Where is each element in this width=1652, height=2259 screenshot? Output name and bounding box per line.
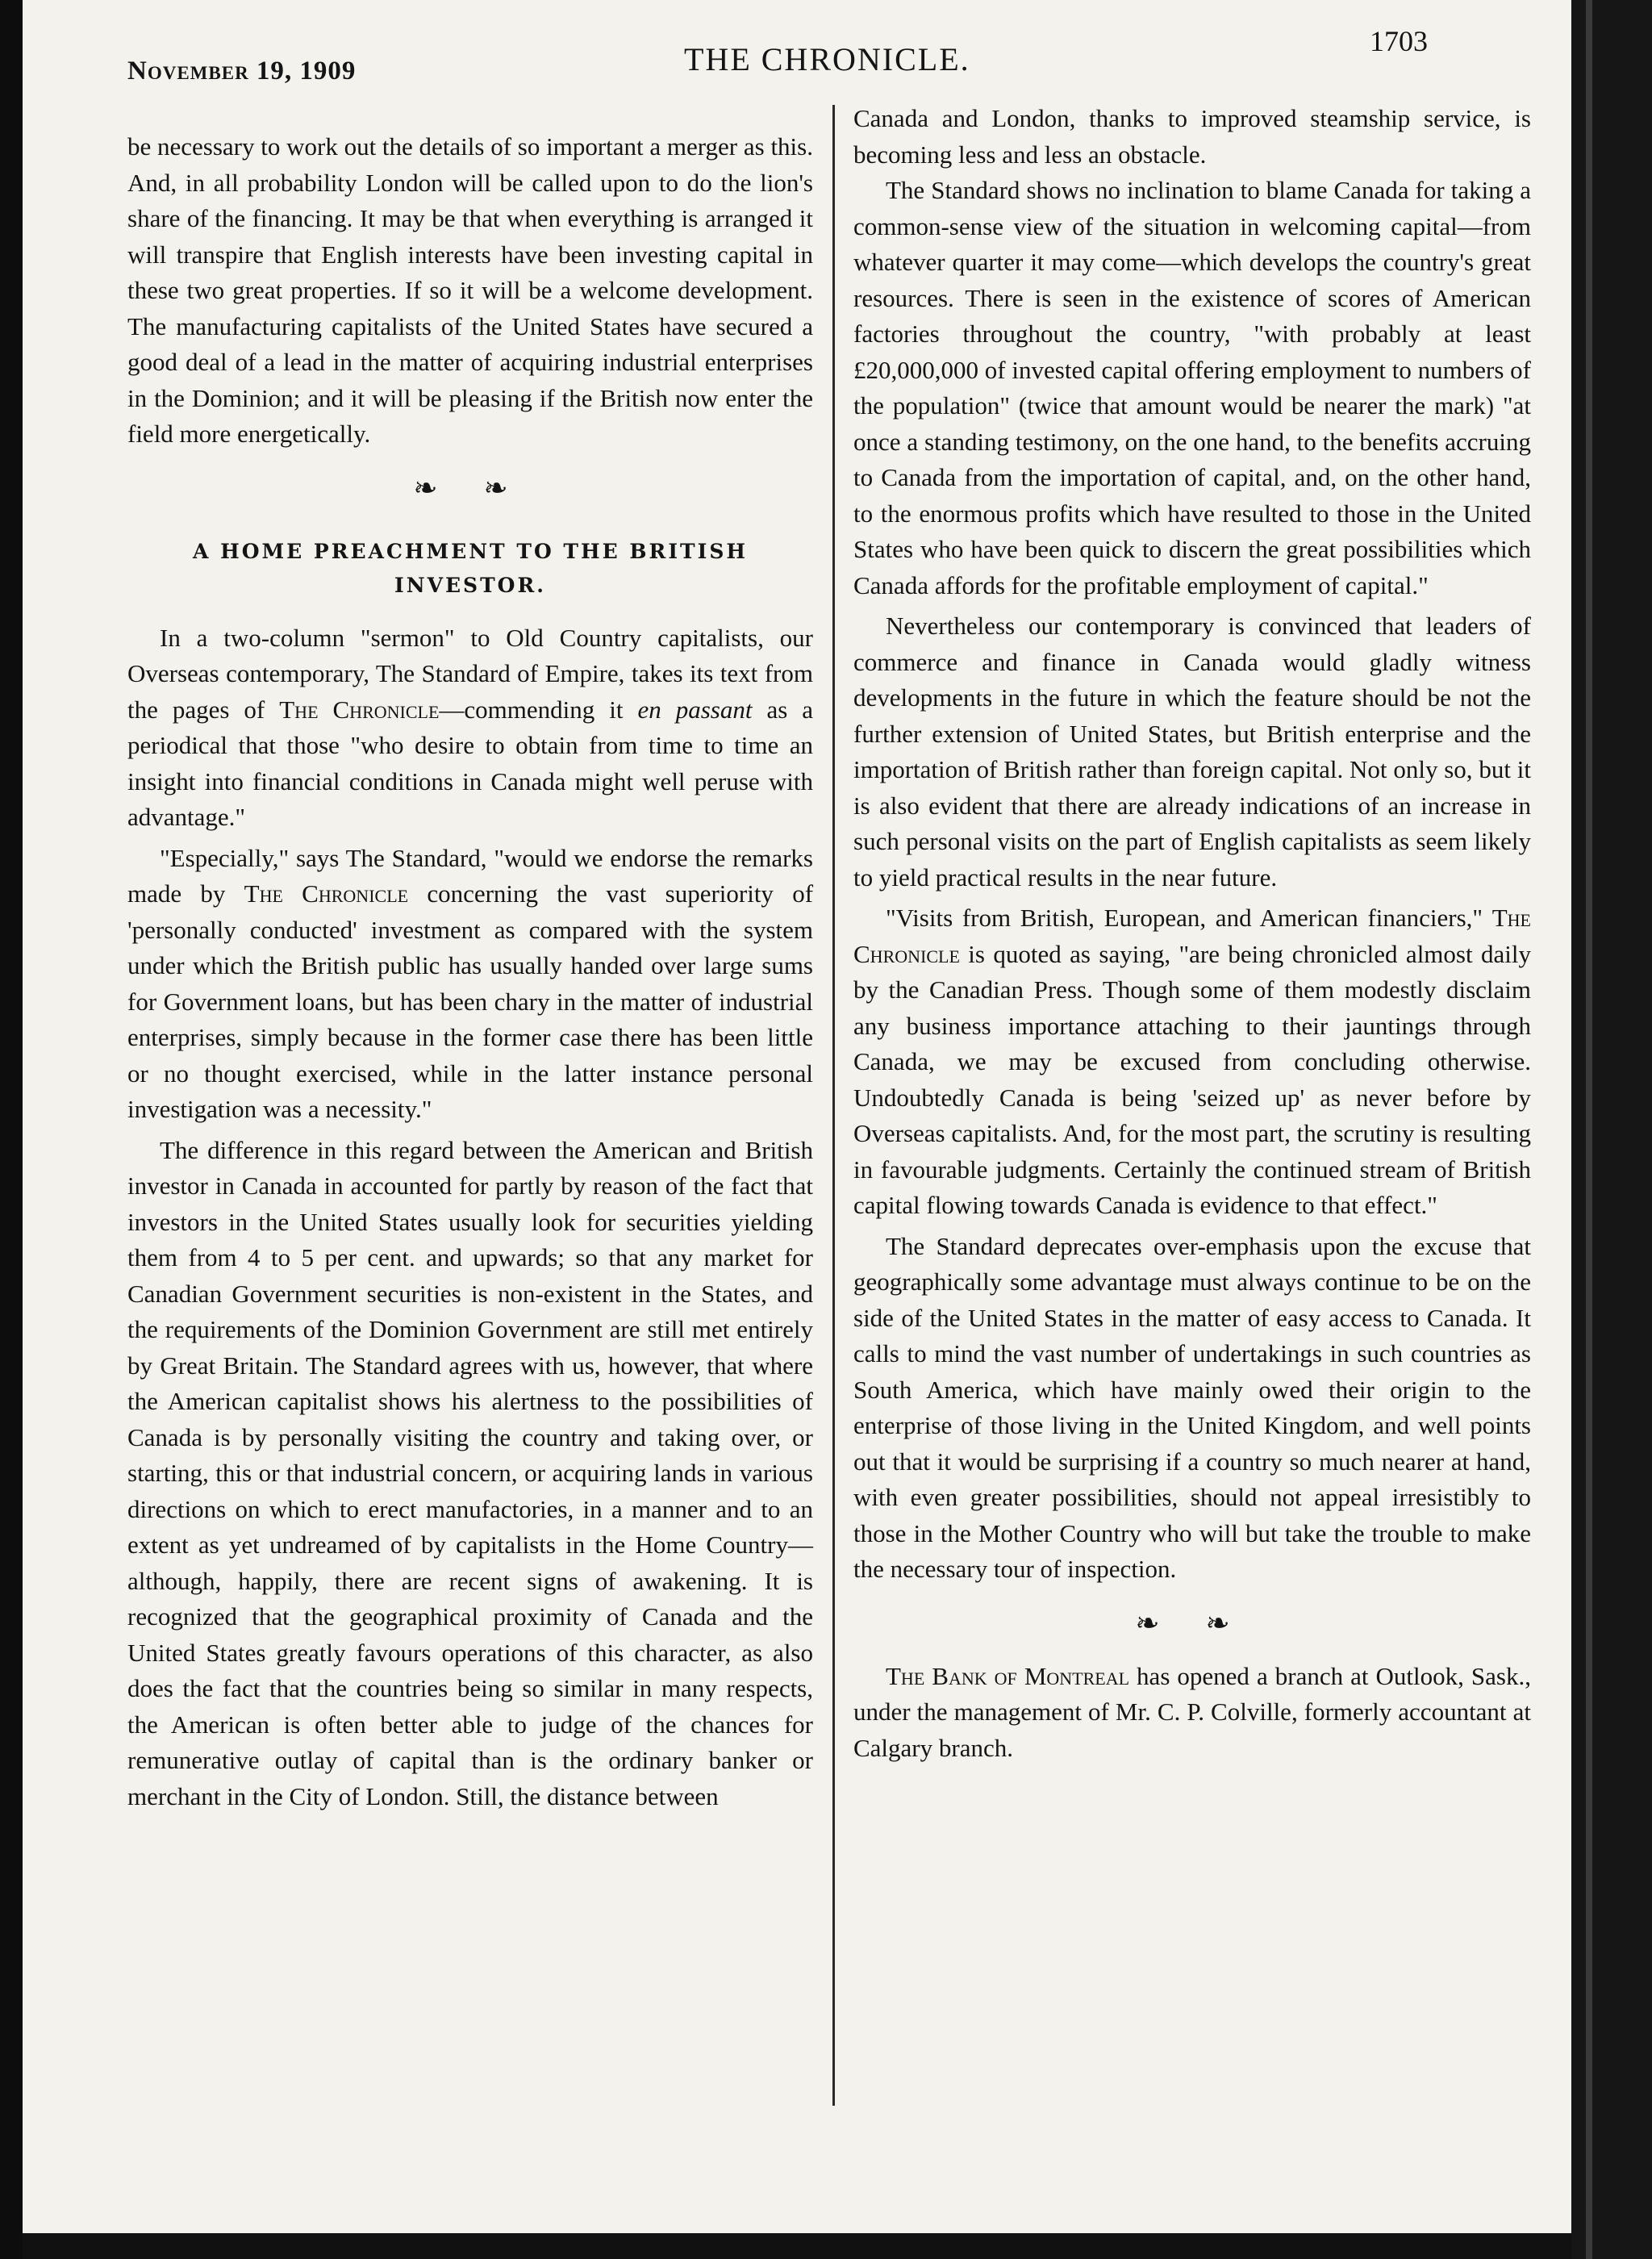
left-paragraph-3 — [127, 841, 813, 1128]
bank-name: The Bank of Montreal — [886, 1661, 1130, 1690]
left-paragraph-1: be necessary to work out the details of so important a merger as this. And, in all probability London will be called upon to do the lion's share of the financing. It may be that when everything is arranged it will transpire that English interests have been investing capital in these two great properties. If so it will be a welcome development. The manufacturing capitalists of the United States have secured a good deal of a lead in the matter of acquiring industrial enterprises in the Dominion; and it will be pleasing if the British now enter the field more energetically. — [127, 132, 813, 448]
text-run: as a periodical that those "who desire to obtain from time to time an insight into financial conditions in Canada might well peruse with advantage." — [127, 695, 814, 831]
article-headline — [127, 535, 813, 603]
left-column — [127, 129, 813, 1814]
chronicle-name: The Chronicle — [244, 879, 409, 908]
headline-line-2: INVESTOR. — [394, 573, 546, 597]
left-paragraph-4: The difference in this regard between the American and British investor in Canada in accounted for partly by reason of the fact that investors in the United States usually look for securities yielding them from 4 to 5 per cent. and upwards; so that any market for Canadian Government securities is non-existent in the States, and the requirements of the Dominion Government are still met entirely by Great Britain. The Standard agrees with us, however, that where the American capitalist shows his alertness to the possibilities of Canada is by personally visiting the country and taking over, or starting, this or that industrial concern, or acquiring lands in various directions on which to erect manufactories, in a manner and to an extent as yet undreamed of by capitalists in the Home Country—although, happily, there are recent signs of awakening. It is recognized that the geographical proximity of Canada and the United States greatly favours operations of this character, as also does the fact that the countries being so similar in many respects, the American is often better able to judge of the chances for remunerative outlay of capital than is the ordinary banker or merchant in the City of London. Still, the distance between — [127, 1135, 813, 1810]
text-run: "Especially," says The Standard, "would we endorse the remarks made by — [127, 843, 813, 908]
text-run: "Visits from British, European, and American financiers," — [886, 904, 1492, 932]
column-divider — [832, 105, 835, 2106]
text-run: In a two-column "sermon" to Old Country capitalists, our Overseas contemporary, The Standard of Empire, takes its text from the pages of — [127, 623, 813, 724]
section-ornament: ❧ ❧ — [1135, 1606, 1249, 1639]
text-run: —commending it — [439, 695, 638, 724]
scan-border-right — [1571, 0, 1652, 2259]
right-column — [853, 101, 1531, 1766]
left-paragraph-2 — [127, 620, 813, 836]
right-paragraph-4 — [853, 900, 1531, 1224]
text-run: concerning the vast superiority of 'personally conducted' investment as compared with the system under which the British public has usually handed over large sums for Government loans, but has been chary in the matter of industrial enterprises, simply because in the former case there has been little or no thought exercised, while in the latter instance personal investigation was a necessity." — [127, 879, 814, 1123]
italic-phrase: en passant — [637, 695, 753, 724]
headline-line-1: A HOME PREACHMENT TO THE BRITISH — [192, 539, 748, 563]
right-paragraph-2: The Standard shows no inclination to blame Canada for taking a common-sense view of the situation in welcoming capital—from whatever quarter it may come—which develops the country's great resources. There is seen in the existence of scores of American factories throughout the country, "with probably at least £20,000,000 of invested capital offering employment to numbers of the population" (twice that amount would be nearer the mark) "at once a standing testimony, on the one hand, to the benefits accruing to Canada from the importation of capital, and, on the other hand, to the enormous profits which have resulted to those in the United States who have been quick to discern the great possibilities which Canada affords for the profitable employment of capital." — [853, 176, 1531, 599]
chronicle-name: The Chronicle — [853, 904, 1531, 968]
scan-border-left — [0, 0, 23, 2259]
right-paragraph-3: Nevertheless our contemporary is convinced that leaders of commerce and finance in Canada would gladly witness developments in the future in which the feature should be not the further extension of United States, but British enterprise and the importation of British rather than foreign capital. Not only so, but it is also evident that there are already indications of an increase in such personal visits on the part of English capitalists as seem likely to yield practical results in the near future. — [853, 612, 1531, 891]
page-date: November 19, 1909 — [127, 56, 357, 86]
right-paragraph-1: Canada and London, thanks to improved steamship service, is becoming less and less an obstacle. — [853, 104, 1531, 169]
text-run: is quoted as saying, "are being chronicled almost daily by the Canadian Press. Though some of them modestly disclaim any business importance attaching to their jauntings through Canada, we may be excused from concluding otherwise. Undoubtedly Canada is being 'seized up' as never before by Overseas capitalists. And, for the most part, the scrutiny is resulting in favourable judgments. Certainly the continued stream of British capital flowing towards Canada is evidence to that effect." — [853, 939, 1531, 1219]
newspaper-page — [23, 0, 1571, 2233]
text-run: has opened a branch at Outlook, Sask., under the management of Mr. C. P. Colville, formerly accountant at Calgary branch. — [853, 1661, 1531, 1762]
right-paragraph-6 — [853, 1659, 1531, 1767]
right-paragraph-5: The Standard deprecates over-emphasis upon the excuse that geographically some advantage must always continue to be on the side of the United States in the matter of easy access to Canada. It calls to mind the vast number of undertakings in such countries as South America, which have mainly owed their origin to the enterprise of those living in the United Kingdom, and well points out that it would be surprising if a country so much nearer at hand, with even greater possibilities, should not appeal irresistibly to those in the Mother Country who will but take the trouble to make the necessary tour of inspection. — [853, 1231, 1531, 1583]
publication-title: THE CHRONICLE. — [684, 41, 970, 77]
chronicle-name: The Chronicle — [279, 695, 440, 724]
section-ornament: ❧ ❧ — [413, 471, 528, 504]
page-number: 1703 — [1370, 25, 1428, 57]
